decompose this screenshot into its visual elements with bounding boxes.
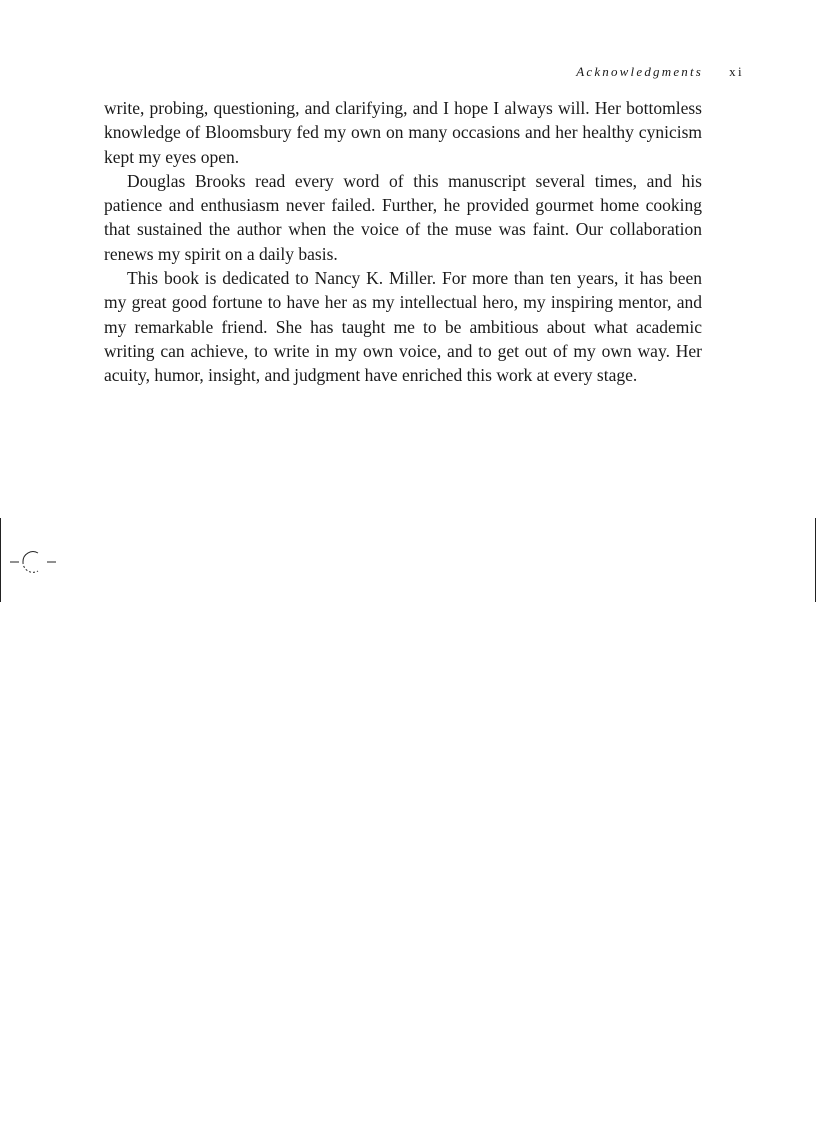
- paragraph-dedication: This book is dedicated to Nancy K. Miller. For more than ten years, it has been my great good fortune to have her as my intellectual hero, my inspiring mentor, and my remarkable friend. She has taught me to be ambitious about what academic writing can achieve, to write in my own voice, and to get out of my own way. Her acuity, humor, insight, and judgment have enriched this work at every stage.: [104, 268, 702, 386]
- left-crop-mark: [0, 518, 1, 602]
- body-text: [104, 96, 702, 388]
- running-head: [576, 64, 744, 80]
- registration-mark-icon: [10, 550, 58, 574]
- page-number: xi: [729, 64, 744, 79]
- paragraph-continued: write, probing, questioning, and clarifying, and I hope I always will. Her bottomless knowledge of Bloomsbury fed my own on many occasions and her healthy cynicism kept my eyes open.: [104, 98, 702, 167]
- running-head-title: Acknowledgments: [576, 64, 704, 79]
- paragraph-douglas-brooks: Douglas Brooks read every word of this manuscript several times, and his patience and enthusiasm never failed. Further, he provided gourmet home cooking that sustained the author when the voice of the muse was faint. Our collaboration renews my spirit on a daily basis.: [104, 170, 702, 264]
